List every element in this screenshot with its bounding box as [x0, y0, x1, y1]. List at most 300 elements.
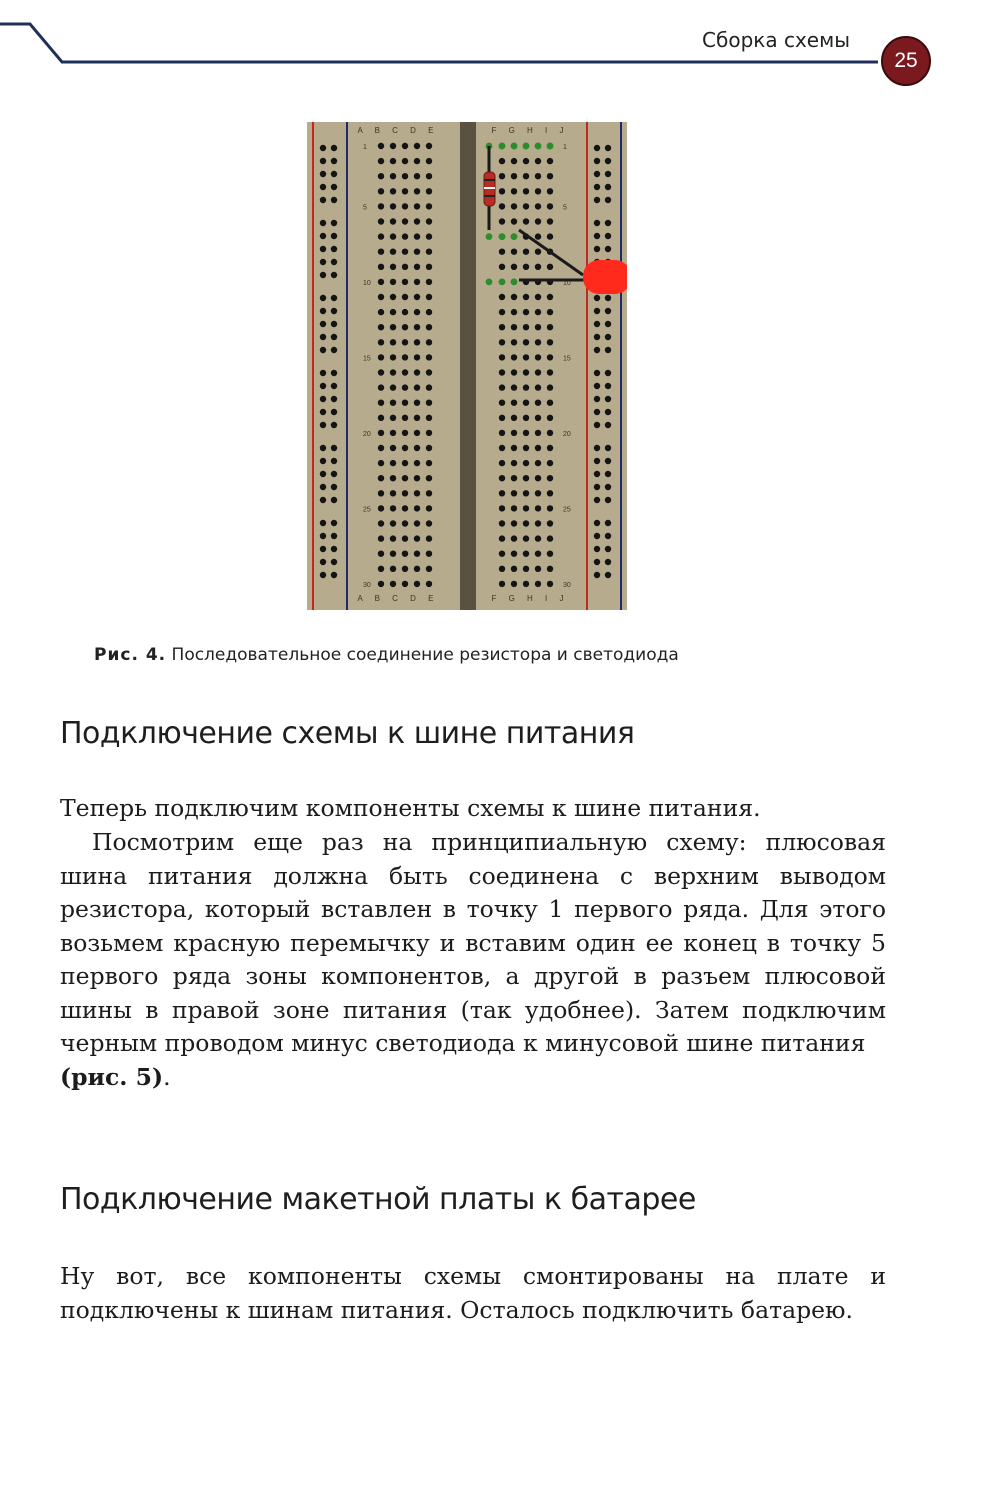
breadboard-hole — [390, 415, 396, 421]
power-rail-hole — [331, 471, 337, 477]
breadboard-hole — [547, 415, 553, 421]
power-rail-hole — [594, 308, 600, 314]
connected-hole — [486, 279, 493, 286]
power-rail-hole — [594, 370, 600, 376]
breadboard-hole — [547, 505, 553, 511]
breadboard-hole — [390, 505, 396, 511]
breadboard-hole — [390, 354, 396, 360]
breadboard-hole — [535, 505, 541, 511]
breadboard-hole — [511, 249, 517, 255]
breadboard-hole — [378, 400, 384, 406]
power-rail-hole — [594, 497, 600, 503]
breadboard-hole — [390, 566, 396, 572]
header-rule — [0, 0, 1000, 100]
breadboard-hole — [414, 400, 420, 406]
row-number-label: 15 — [563, 355, 571, 363]
breadboard-hole — [535, 249, 541, 255]
breadboard-hole — [378, 173, 384, 179]
power-rail-hole — [320, 533, 326, 539]
breadboard-hole — [523, 249, 529, 255]
breadboard-hole — [426, 203, 432, 209]
row-number-label: 10 — [363, 279, 371, 287]
figure-caption — [94, 645, 894, 665]
section2-body: Ну вот, все компоненты схемы смонтированы на плате и подключены к шинам питания. Осталось подключить батарею. — [60, 1262, 886, 1324]
breadboard-hole — [378, 520, 384, 526]
power-rail-hole — [605, 246, 611, 252]
breadboard-hole — [523, 581, 529, 587]
breadboard-hole — [523, 218, 529, 224]
breadboard-hole — [402, 354, 408, 360]
row-number-label: 25 — [563, 506, 571, 514]
page-number: 25 — [881, 36, 931, 86]
row-number-label: 30 — [563, 581, 571, 589]
breadboard-hole — [426, 369, 432, 375]
power-rail-hole — [331, 497, 337, 503]
breadboard-hole — [402, 264, 408, 270]
power-rail-hole — [320, 145, 326, 151]
breadboard-hole — [499, 369, 505, 375]
connected-hole — [511, 143, 518, 150]
breadboard-hole — [414, 475, 420, 481]
power-rail-hole — [320, 295, 326, 301]
breadboard-hole — [402, 294, 408, 300]
breadboard-hole — [535, 430, 541, 436]
breadboard-hole — [378, 143, 384, 149]
breadboard-hole — [523, 309, 529, 315]
breadboard-hole — [499, 173, 505, 179]
breadboard-hole — [402, 551, 408, 557]
power-rail-hole — [605, 184, 611, 190]
breadboard-hole — [499, 460, 505, 466]
breadboard-hole — [535, 445, 541, 451]
row-number-label: 20 — [363, 430, 371, 438]
column-labels-right-top: F G H I J — [491, 126, 569, 135]
breadboard-hole — [390, 249, 396, 255]
breadboard-hole — [499, 415, 505, 421]
row-number-label: 20 — [563, 430, 571, 438]
breadboard-hole — [535, 309, 541, 315]
figure-reference: (рис. 5) — [60, 1062, 164, 1091]
breadboard-hole — [535, 415, 541, 421]
breadboard-hole — [511, 475, 517, 481]
power-rail-hole — [331, 383, 337, 389]
power-rail-hole — [331, 158, 337, 164]
power-rail-hole — [320, 259, 326, 265]
breadboard-hole — [426, 339, 432, 345]
breadboard-hole — [414, 415, 420, 421]
power-rail-hole — [605, 383, 611, 389]
power-rail-hole — [594, 295, 600, 301]
breadboard-hole — [499, 505, 505, 511]
breadboard-hole — [414, 173, 420, 179]
breadboard-hole — [378, 354, 384, 360]
breadboard-hole — [378, 218, 384, 224]
power-rail-hole — [331, 572, 337, 578]
breadboard-hole — [390, 294, 396, 300]
breadboard-hole — [523, 324, 529, 330]
breadboard-hole — [547, 384, 553, 390]
breadboard-hole — [499, 324, 505, 330]
section1-end-punct: . — [163, 1062, 171, 1091]
section1-body-text: Посмотрим еще раз на принципиальную схему: плюсовая шина питания должна быть соединена с верхним выводом резистора, который вставлен в точку 1 первого ряда. Для этого возьмем красную перемычку и вставим один ее конец в точку 5 первого ряда зоны компонентов, а другой в разъем плюсовой шины в правой зоне питания (так удобнее). Затем подключим черным проводом минус светодиода к минусовой шине питания — [60, 828, 886, 1057]
breadboard-hole — [414, 188, 420, 194]
power-rail-hole — [605, 233, 611, 239]
power-rail-hole — [320, 383, 326, 389]
breadboard-hole — [547, 400, 553, 406]
power-rail-hole — [331, 520, 337, 526]
power-rail-hole — [320, 572, 326, 578]
breadboard-hole — [402, 384, 408, 390]
breadboard-hole — [414, 430, 420, 436]
power-rail-hole — [320, 497, 326, 503]
power-rail-hole — [331, 321, 337, 327]
breadboard-hole — [426, 354, 432, 360]
breadboard-hole — [547, 535, 553, 541]
breadboard-hole — [390, 384, 396, 390]
breadboard-hole — [547, 203, 553, 209]
breadboard-hole — [378, 249, 384, 255]
power-rail-hole — [320, 321, 326, 327]
breadboard-hole — [499, 430, 505, 436]
power-rail-hole — [605, 171, 611, 177]
breadboard-hole — [426, 520, 432, 526]
power-rail-hole — [320, 347, 326, 353]
breadboard-hole — [426, 309, 432, 315]
power-rail-hole — [331, 184, 337, 190]
breadboard-hole — [523, 294, 529, 300]
breadboard-hole — [378, 309, 384, 315]
power-rail-hole — [320, 484, 326, 490]
breadboard-hole — [535, 354, 541, 360]
breadboard-hole — [390, 339, 396, 345]
power-rail-hole — [605, 295, 611, 301]
breadboard-hole — [402, 158, 408, 164]
breadboard-hole — [523, 520, 529, 526]
breadboard-hole — [523, 188, 529, 194]
column-labels-left-bottom: A B C D E — [357, 594, 439, 603]
power-rail-hole — [605, 533, 611, 539]
breadboard-hole — [414, 566, 420, 572]
breadboard-hole — [414, 520, 420, 526]
breadboard-hole — [390, 430, 396, 436]
breadboard-hole — [402, 415, 408, 421]
power-rail-hole — [605, 321, 611, 327]
breadboard-hole — [402, 566, 408, 572]
breadboard-hole — [523, 445, 529, 451]
breadboard-hole — [378, 445, 384, 451]
power-rail-hole — [594, 559, 600, 565]
connected-hole — [486, 233, 493, 240]
power-rail-hole — [605, 546, 611, 552]
breadboard-hole — [511, 445, 517, 451]
power-rail-hole — [320, 184, 326, 190]
breadboard-hole — [426, 249, 432, 255]
connected-hole — [523, 143, 530, 150]
breadboard-hole — [390, 400, 396, 406]
power-rail-hole — [331, 197, 337, 203]
breadboard-hole — [535, 294, 541, 300]
breadboard-hole — [511, 551, 517, 557]
breadboard-hole — [547, 369, 553, 375]
power-rail-hole — [320, 458, 326, 464]
power-rail-hole — [320, 471, 326, 477]
breadboard-figure — [307, 122, 627, 610]
power-rail-hole — [331, 422, 337, 428]
breadboard-hole — [426, 158, 432, 164]
breadboard-hole — [414, 505, 420, 511]
breadboard-hole — [414, 218, 420, 224]
breadboard-hole — [402, 249, 408, 255]
power-rail-hole — [320, 272, 326, 278]
breadboard-hole — [511, 264, 517, 270]
power-rail-hole — [320, 334, 326, 340]
breadboard-hole — [390, 218, 396, 224]
power-rail-hole — [320, 158, 326, 164]
power-rail-hole — [605, 445, 611, 451]
power-rail-hole — [320, 370, 326, 376]
breadboard-hole — [402, 339, 408, 345]
power-rail-hole — [331, 272, 337, 278]
breadboard-hole — [426, 460, 432, 466]
breadboard-hole — [378, 384, 384, 390]
breadboard-hole — [511, 581, 517, 587]
breadboard-hole — [390, 581, 396, 587]
breadboard-hole — [426, 173, 432, 179]
power-rail-hole — [594, 171, 600, 177]
breadboard-hole — [511, 460, 517, 466]
breadboard-hole — [414, 203, 420, 209]
power-rail-hole — [331, 259, 337, 265]
breadboard-hole — [523, 490, 529, 496]
breadboard-hole — [390, 475, 396, 481]
column-labels-right-bottom: F G H I J — [491, 594, 569, 603]
breadboard-hole — [426, 324, 432, 330]
breadboard-hole — [499, 188, 505, 194]
breadboard-hole — [511, 369, 517, 375]
breadboard-hole — [499, 249, 505, 255]
breadboard-hole — [402, 233, 408, 239]
figure-label: Рис. 4. — [94, 645, 167, 665]
breadboard-hole — [390, 309, 396, 315]
power-rail-hole — [320, 396, 326, 402]
breadboard-hole — [426, 188, 432, 194]
breadboard-hole — [499, 566, 505, 572]
breadboard-hole — [523, 264, 529, 270]
breadboard-hole — [511, 505, 517, 511]
breadboard-hole — [499, 203, 505, 209]
breadboard-hole — [378, 415, 384, 421]
breadboard-hole — [390, 369, 396, 375]
breadboard-hole — [511, 566, 517, 572]
breadboard-hole — [390, 324, 396, 330]
power-rail-hole — [320, 220, 326, 226]
breadboard-hole — [535, 475, 541, 481]
power-rail-hole — [605, 471, 611, 477]
breadboard-hole — [547, 309, 553, 315]
row-number-label: 1 — [363, 144, 367, 151]
section-heading-battery: Подключение макетной платы к батарее — [60, 1182, 696, 1217]
breadboard-hole — [426, 566, 432, 572]
breadboard-hole — [523, 339, 529, 345]
power-rail-hole — [605, 145, 611, 151]
section1-intro: Теперь подключим компоненты схемы к шине питания. — [60, 794, 761, 822]
breadboard-hole — [426, 279, 432, 285]
power-rail-hole — [331, 246, 337, 252]
power-rail-hole — [320, 171, 326, 177]
breadboard-hole — [390, 173, 396, 179]
breadboard-hole — [511, 324, 517, 330]
power-rail-hole — [331, 484, 337, 490]
power-rail-hole — [331, 171, 337, 177]
breadboard-hole — [426, 551, 432, 557]
row-number-label: 5 — [363, 204, 367, 212]
breadboard-hole — [402, 535, 408, 541]
power-rail-hole — [605, 370, 611, 376]
breadboard-hole — [414, 279, 420, 285]
row-number-label: 15 — [363, 355, 371, 363]
power-rail-hole — [594, 396, 600, 402]
connected-hole — [535, 143, 542, 150]
breadboard-hole — [426, 415, 432, 421]
power-rail-hole — [605, 497, 611, 503]
breadboard-hole — [378, 551, 384, 557]
breadboard-hole — [535, 369, 541, 375]
breadboard-hole — [402, 520, 408, 526]
power-rail-hole — [605, 197, 611, 203]
breadboard-hole — [378, 581, 384, 587]
power-rail-hole — [320, 445, 326, 451]
breadboard-hole — [511, 384, 517, 390]
power-rail-hole — [594, 184, 600, 190]
power-rail-hole — [605, 396, 611, 402]
power-rail-hole — [594, 220, 600, 226]
breadboard-hole — [511, 173, 517, 179]
breadboard-hole — [547, 430, 553, 436]
breadboard-hole — [511, 490, 517, 496]
breadboard-hole — [402, 218, 408, 224]
breadboard-hole — [414, 264, 420, 270]
breadboard-hole — [523, 535, 529, 541]
breadboard-hole — [390, 460, 396, 466]
breadboard-hole — [499, 158, 505, 164]
breadboard-hole — [390, 264, 396, 270]
connected-hole — [499, 279, 506, 286]
section-heading-power-rail: Подключение схемы к шине питания — [60, 716, 635, 751]
breadboard-hole — [426, 475, 432, 481]
breadboard-hole — [499, 490, 505, 496]
figure-caption-text: Последовательное соединение резистора и светодиода — [171, 645, 679, 665]
breadboard-hole — [402, 188, 408, 194]
power-rail-hole — [605, 484, 611, 490]
breadboard-hole — [378, 566, 384, 572]
power-rail-hole — [594, 347, 600, 353]
breadboard-hole — [378, 339, 384, 345]
breadboard-hole — [511, 520, 517, 526]
breadboard-hole — [547, 460, 553, 466]
breadboard-hole — [426, 384, 432, 390]
power-rail-hole — [331, 347, 337, 353]
breadboard-hole — [523, 430, 529, 436]
breadboard-hole — [378, 188, 384, 194]
breadboard-hole — [402, 430, 408, 436]
breadboard-hole — [499, 581, 505, 587]
power-rail-hole — [594, 197, 600, 203]
breadboard-hole — [378, 460, 384, 466]
breadboard-hole — [402, 505, 408, 511]
power-rail-hole — [594, 471, 600, 477]
power-rail-hole — [331, 458, 337, 464]
breadboard-hole — [402, 490, 408, 496]
breadboard-hole — [535, 566, 541, 572]
breadboard-hole — [523, 203, 529, 209]
power-rail-hole — [605, 559, 611, 565]
breadboard-hole — [414, 581, 420, 587]
breadboard-hole — [378, 505, 384, 511]
power-rail-hole — [331, 295, 337, 301]
breadboard-hole — [547, 264, 553, 270]
breadboard-hole — [402, 279, 408, 285]
power-rail-hole — [594, 321, 600, 327]
breadboard-hole — [402, 324, 408, 330]
breadboard-hole — [378, 430, 384, 436]
breadboard-hole — [378, 264, 384, 270]
breadboard-hole — [535, 203, 541, 209]
breadboard-hole — [414, 143, 420, 149]
breadboard-hole — [511, 400, 517, 406]
breadboard-hole — [414, 445, 420, 451]
row-number-label: 1 — [563, 144, 567, 151]
power-rail-hole — [594, 422, 600, 428]
breadboard-hole — [511, 218, 517, 224]
power-rail-hole — [331, 370, 337, 376]
power-rail-hole — [331, 396, 337, 402]
breadboard-hole — [414, 309, 420, 315]
breadboard-hole — [499, 535, 505, 541]
breadboard-hole — [426, 535, 432, 541]
power-rail-hole — [331, 533, 337, 539]
power-rail-hole — [594, 409, 600, 415]
breadboard-hole — [390, 158, 396, 164]
breadboard-hole — [426, 445, 432, 451]
breadboard-hole — [414, 233, 420, 239]
power-rail-hole — [331, 220, 337, 226]
breadboard-hole — [547, 339, 553, 345]
power-rail-hole — [594, 246, 600, 252]
breadboard-hole — [402, 581, 408, 587]
breadboard-hole — [402, 143, 408, 149]
breadboard-hole — [499, 339, 505, 345]
breadboard-hole — [414, 324, 420, 330]
power-rail-hole — [594, 533, 600, 539]
breadboard-hole — [547, 520, 553, 526]
breadboard-hole — [402, 400, 408, 406]
power-rail-hole — [331, 445, 337, 451]
breadboard-hole — [402, 309, 408, 315]
breadboard-hole — [511, 339, 517, 345]
breadboard-hole — [523, 566, 529, 572]
connected-hole — [499, 233, 506, 240]
breadboard-hole — [547, 233, 553, 239]
breadboard-hole — [499, 445, 505, 451]
breadboard-hole — [511, 203, 517, 209]
power-rail-hole — [594, 158, 600, 164]
breadboard-hole — [511, 188, 517, 194]
breadboard-hole — [378, 535, 384, 541]
breadboard-hole — [523, 551, 529, 557]
row-number-label: 5 — [563, 204, 567, 212]
breadboard-hole — [499, 354, 505, 360]
breadboard-hole — [523, 384, 529, 390]
